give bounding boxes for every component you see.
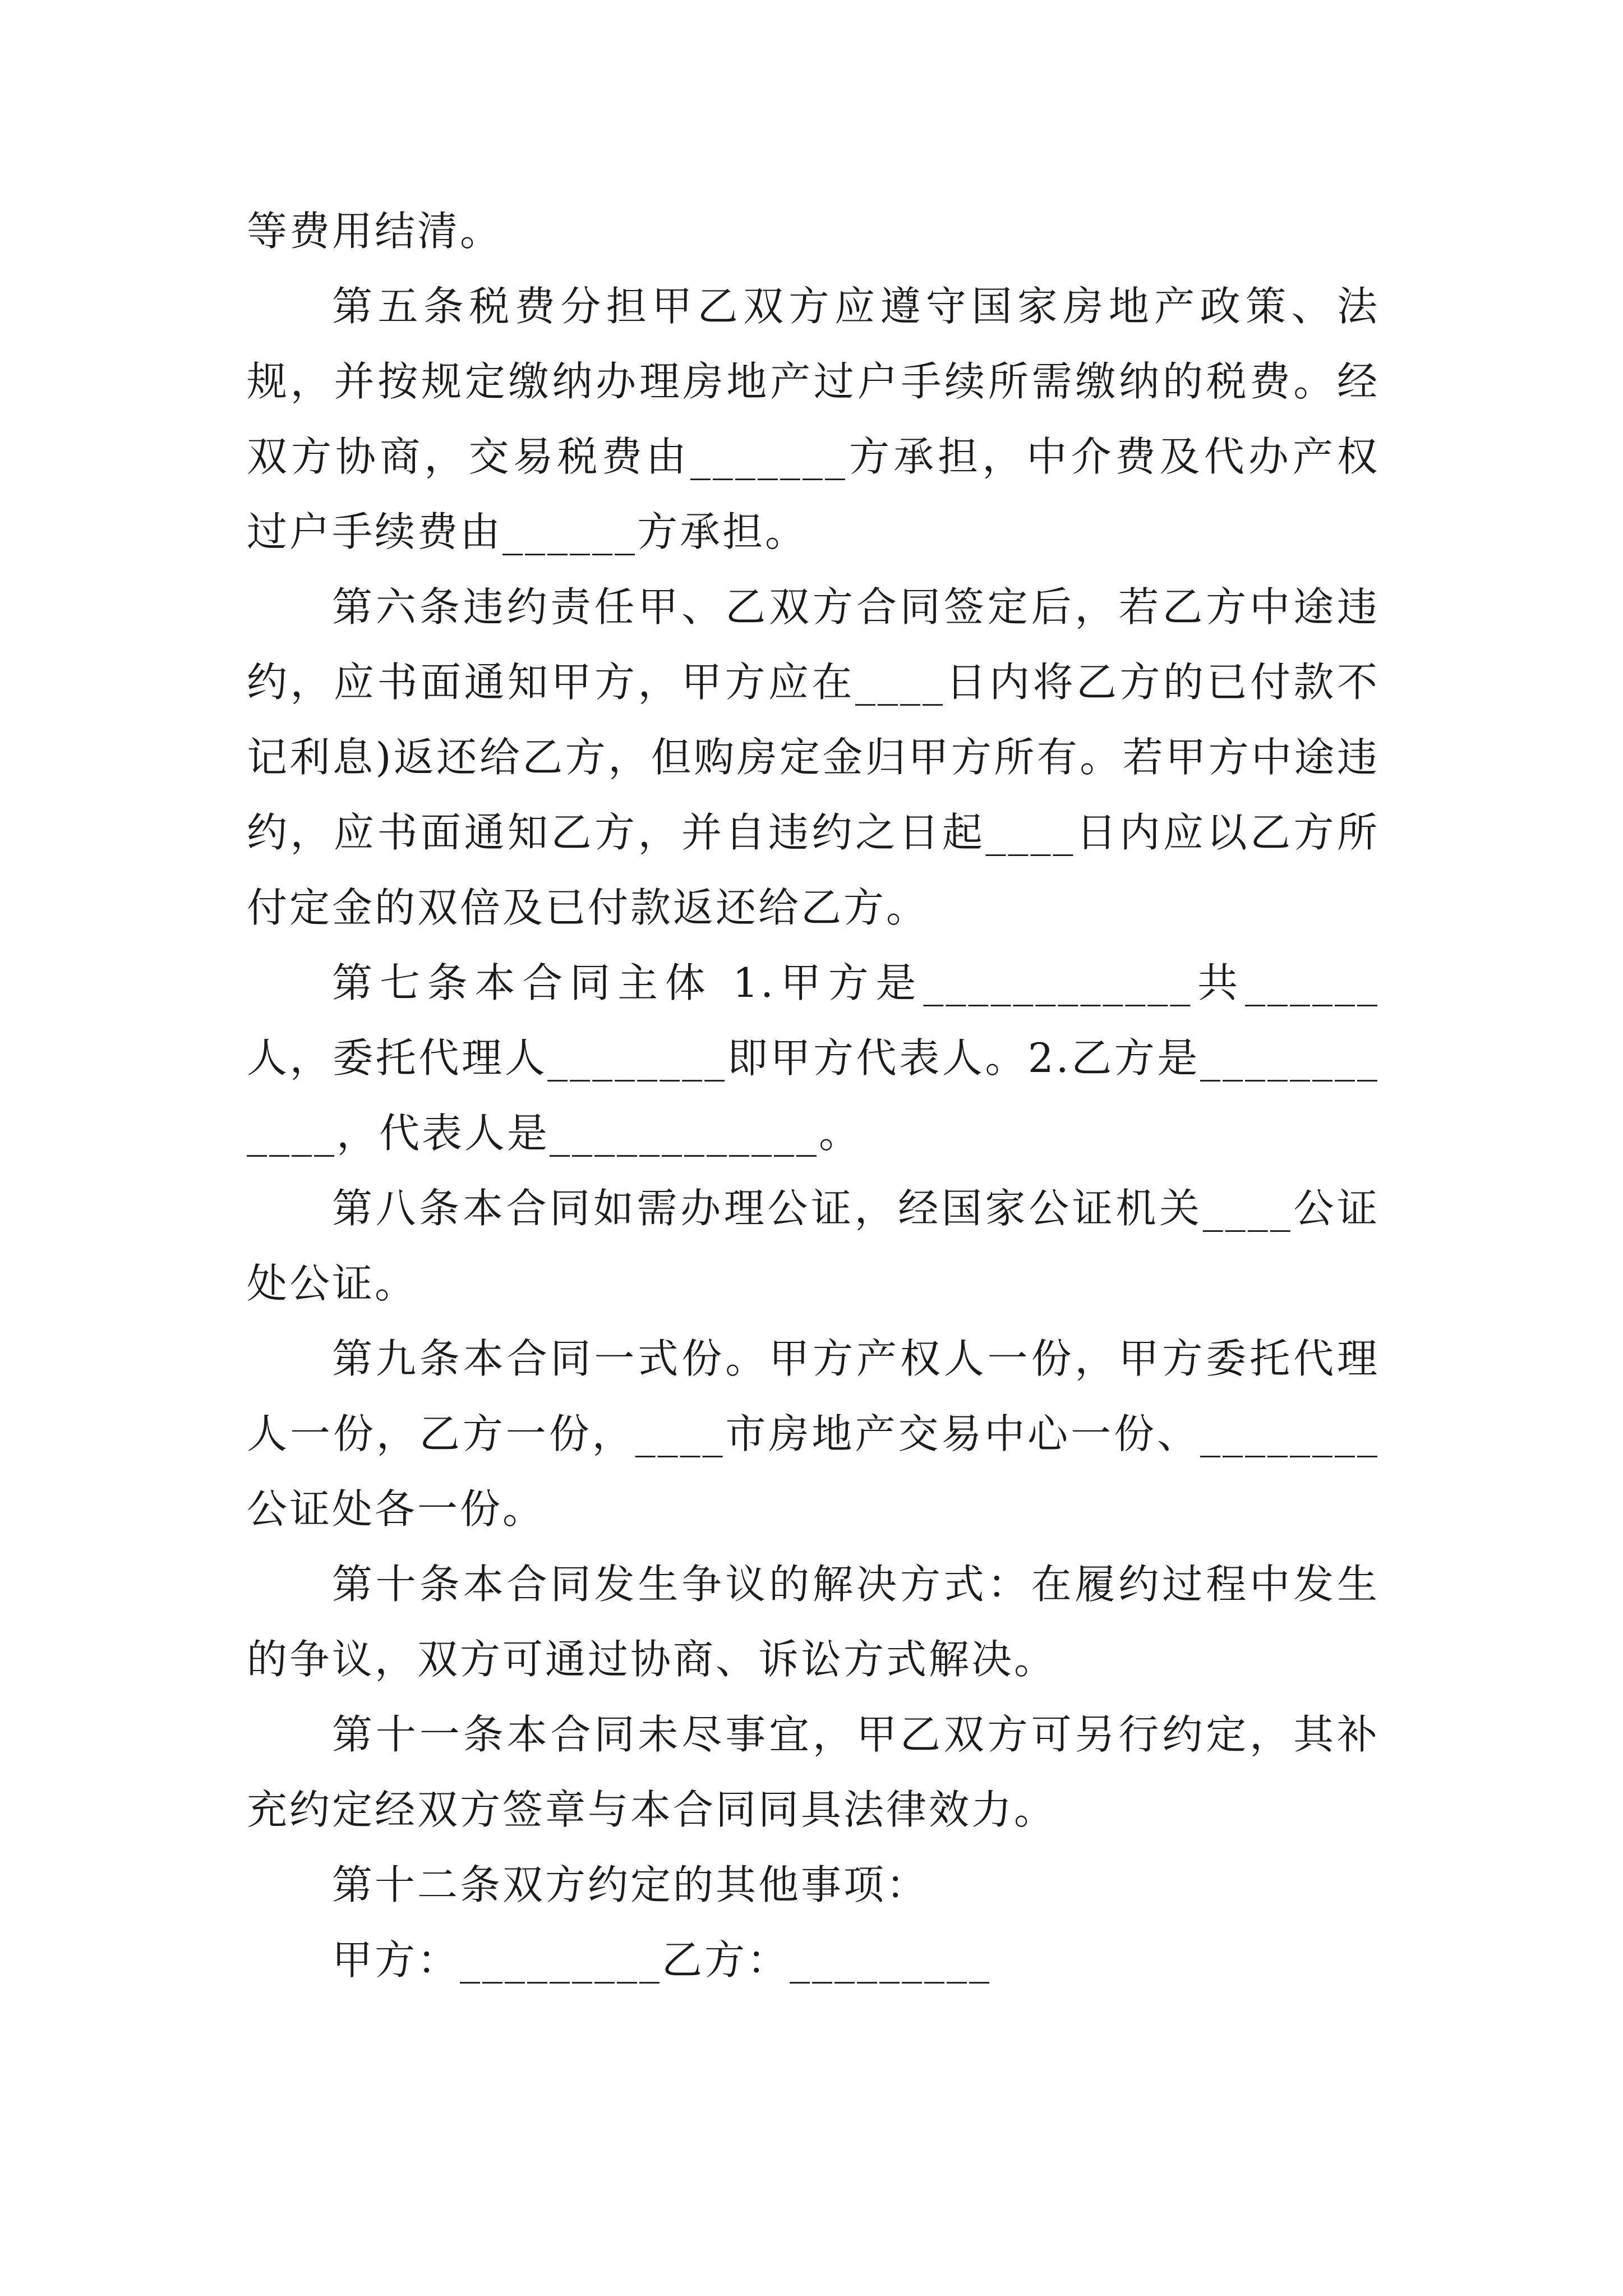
article-8-notarization: 第八条本合同如需办理公证，经国家公证机关____公证处公证。 [247, 1185, 1380, 1307]
article-12-other-matters: 第十二条双方约定的其他事项： [332, 1861, 929, 1908]
article-7-contract-parties: 第七条本合同主体 1.甲方是____________共______人，委托代理人________即甲方代表人。2.乙方是____________，代表人是____________。 [247, 959, 1380, 1157]
article-6-breach-liability: 第六条违约责任甲、乙双方合同签定后，若乙方中途违约，应书面通知甲方，甲方应在____日内将乙方的已付款不记利息)返还给乙方，但购房定金归甲方所有。若甲方中途违约，应书面通知乙方，并自违约之日起____日内应以乙方所付定金的双倍及已付款返还给乙方。 [247, 583, 1380, 931]
paragraph-0: 等费用结清。 [247, 208, 503, 255]
article-9-copies: 第九条本合同一式份。甲方产权人一份，甲方委托代理人一份，乙方一份，____市房地产交易中心一份、________公证处各一份。 [247, 1335, 1380, 1533]
signature-line: 甲方：_________乙方：_________ [332, 1936, 992, 1984]
article-5-tax-sharing: 第五条税费分担甲乙双方应遵守国家房地产政策、法规，并按规定缴纳办理房地产过户手续所需缴纳的税费。经双方协商，交易税费由_______方承担，中介费及代办产权过户手续费由______方承担。 [247, 283, 1380, 555]
article-10-dispute-resolution: 第十条本合同发生争议的解决方式：在履约过程中发生的争议，双方可通过协商、诉讼方式解决。 [247, 1561, 1380, 1683]
article-11-supplementary-terms: 第十一条本合同未尽事宜，甲乙双方可另行约定，其补充约定经双方签章与本合同同具法律效力。 [247, 1711, 1380, 1833]
document-body [247, 194, 1380, 1998]
